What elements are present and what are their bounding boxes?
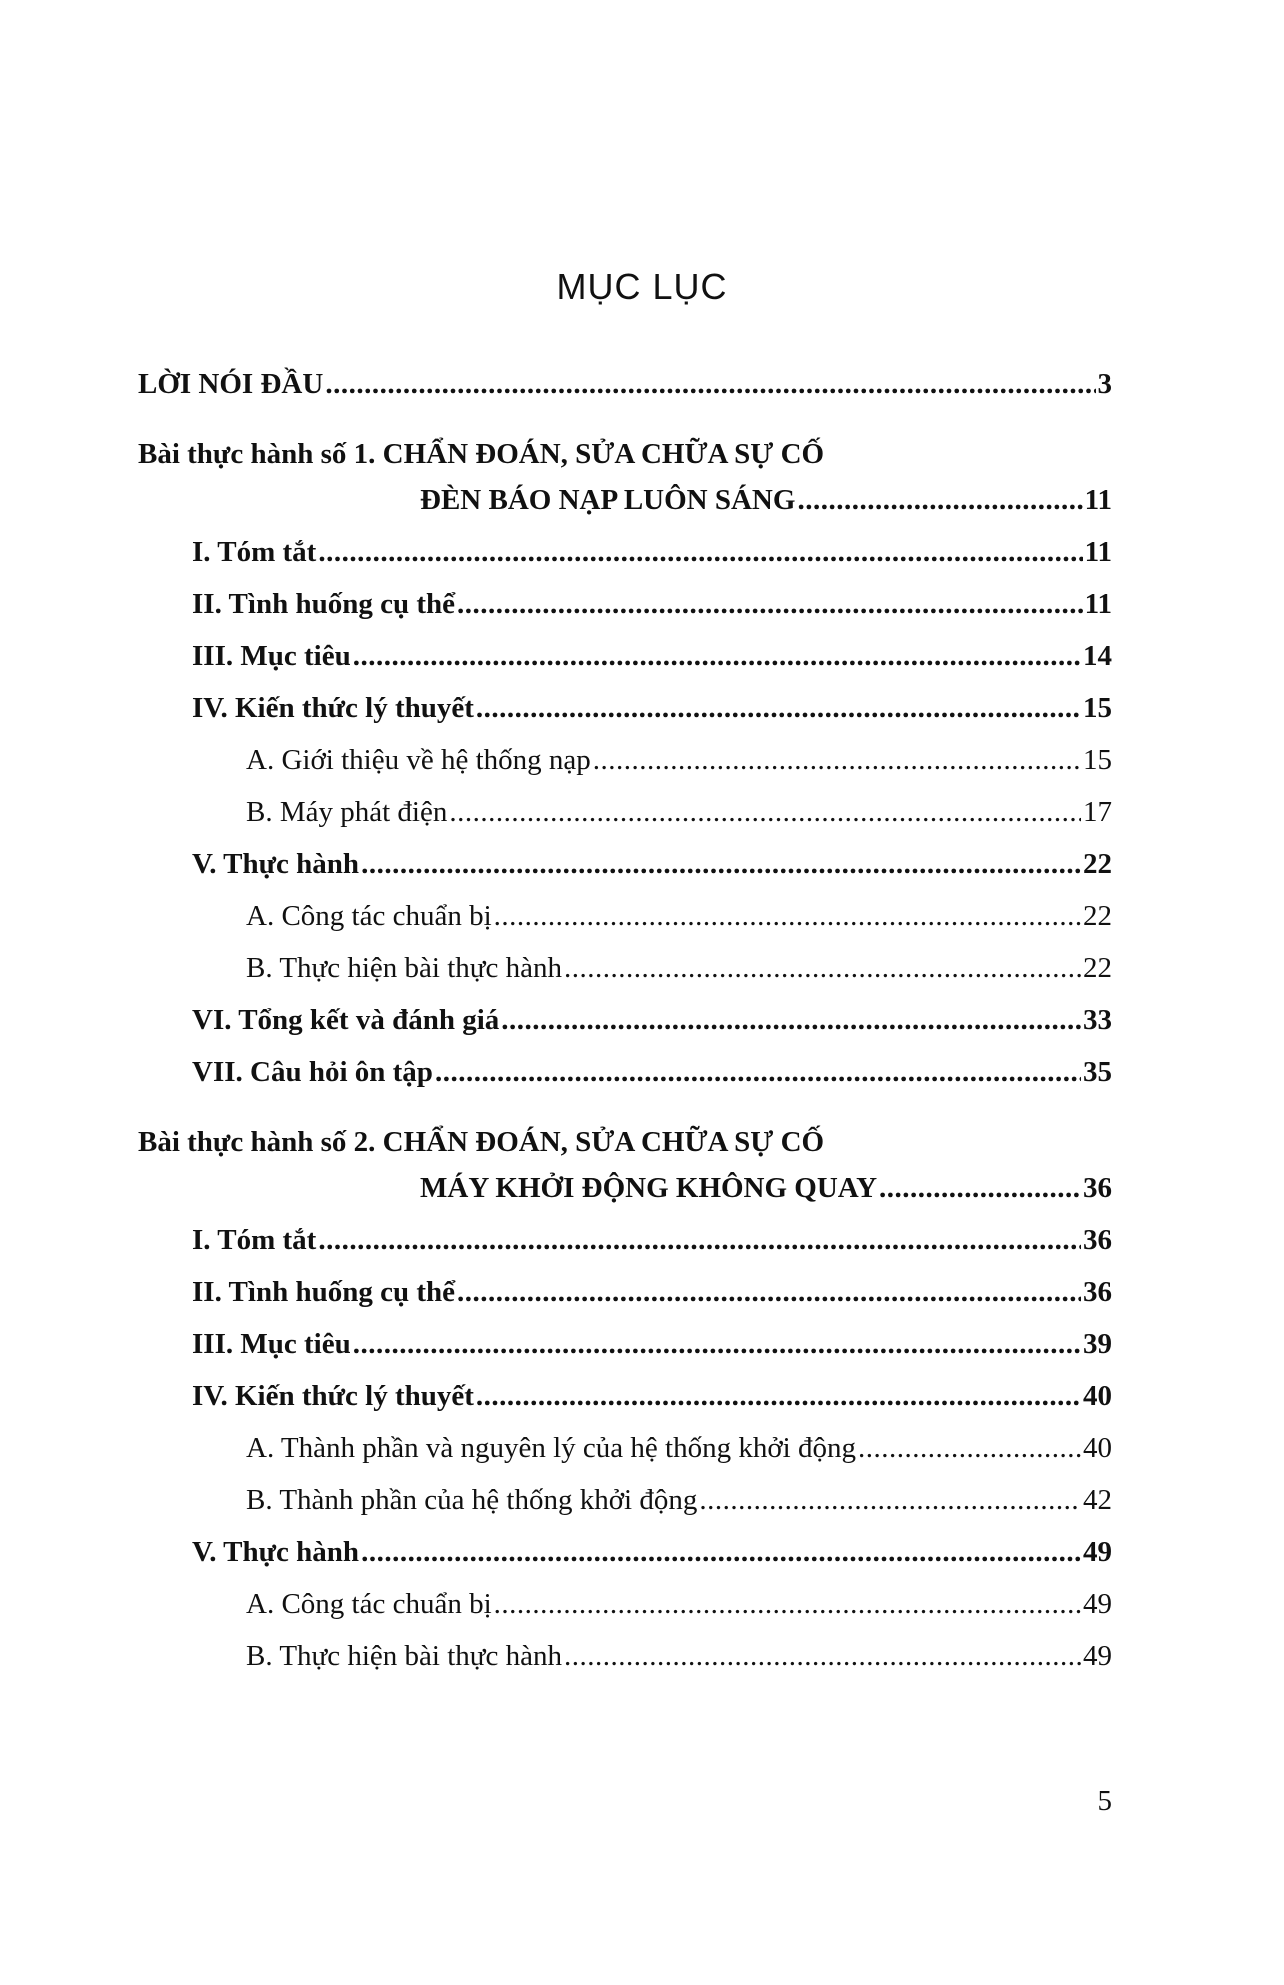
toc-label: V. Thực hành bbox=[192, 1536, 360, 1568]
toc-label: II. Tình huống cụ thể bbox=[192, 588, 455, 620]
dot-leader bbox=[318, 1220, 1081, 1260]
toc-page-number: 40 bbox=[1083, 1380, 1112, 1412]
toc-page-number: 40 bbox=[1083, 1432, 1112, 1464]
toc-label: A. Thành phần và nguyên lý của hệ thống khởi động bbox=[246, 1432, 856, 1464]
lesson2-heading: Bài thực hành số 2. CHẨN ĐOÁN, SỬA CHỮA SỰ CỐ bbox=[138, 1126, 825, 1158]
toc-label: B. Thành phần của hệ thống khởi động bbox=[246, 1484, 698, 1516]
toc-page-number: 11 bbox=[1084, 588, 1112, 620]
toc-entry-lesson1[interactable] bbox=[420, 480, 1112, 520]
toc-page-number: 35 bbox=[1083, 1056, 1112, 1088]
toc-page-number: 36 bbox=[1083, 1224, 1112, 1256]
toc-entry-preface[interactable] bbox=[138, 364, 1112, 404]
toc-subentry[interactable] bbox=[246, 740, 1112, 780]
toc-entry-lesson2[interactable] bbox=[420, 1168, 1112, 1208]
toc-subentry[interactable] bbox=[246, 1636, 1112, 1676]
toc-label: III. Mục tiêu bbox=[192, 1328, 351, 1360]
toc-label: I. Tóm tắt bbox=[192, 1224, 317, 1256]
toc-label: A. Công tác chuẩn bị bbox=[246, 1588, 492, 1620]
dot-leader bbox=[476, 688, 1081, 728]
toc-subentry[interactable] bbox=[246, 896, 1112, 936]
toc-entry[interactable] bbox=[192, 1000, 1112, 1040]
toc-page-number: 22 bbox=[1083, 900, 1112, 932]
dot-leader bbox=[564, 948, 1081, 988]
dot-leader bbox=[457, 584, 1083, 624]
toc-subentry[interactable] bbox=[246, 1480, 1112, 1520]
page-number: 5 bbox=[1097, 1785, 1112, 1817]
lesson1-heading: Bài thực hành số 1. CHẨN ĐOÁN, SỬA CHỮA SỰ CỐ bbox=[138, 438, 825, 470]
dot-leader bbox=[353, 636, 1081, 676]
toc-label: V. Thực hành bbox=[192, 848, 360, 880]
toc-entry[interactable] bbox=[192, 1272, 1112, 1312]
dot-leader bbox=[879, 1168, 1081, 1208]
dot-leader bbox=[449, 792, 1081, 832]
toc-label: IV. Kiến thức lý thuyết bbox=[192, 692, 474, 724]
dot-leader bbox=[361, 1532, 1081, 1572]
toc-page-number: 15 bbox=[1083, 692, 1112, 724]
toc-label: B. Thực hiện bài thực hành bbox=[246, 1640, 562, 1672]
dot-leader bbox=[494, 1584, 1081, 1624]
toc-label: ĐÈN BÁO NẠP LUÔN SÁNG bbox=[420, 484, 796, 516]
toc-label: A. Công tác chuẩn bị bbox=[246, 900, 492, 932]
toc-label: MÁY KHỞI ĐỘNG KHÔNG QUAY bbox=[420, 1172, 878, 1204]
dot-leader bbox=[318, 532, 1082, 572]
dot-leader bbox=[564, 1636, 1081, 1676]
dot-leader bbox=[858, 1428, 1081, 1468]
dot-leader bbox=[353, 1324, 1081, 1364]
toc-label: B. Thực hiện bài thực hành bbox=[246, 952, 562, 984]
toc-page-number: 42 bbox=[1083, 1484, 1112, 1516]
toc-page-number: 15 bbox=[1083, 744, 1112, 776]
dot-leader bbox=[361, 844, 1081, 884]
toc-page-number: 22 bbox=[1083, 952, 1112, 984]
toc-page-number: 39 bbox=[1083, 1328, 1112, 1360]
toc-page-number: 36 bbox=[1083, 1276, 1112, 1308]
toc-entry[interactable] bbox=[192, 1052, 1112, 1092]
dot-leader bbox=[494, 896, 1081, 936]
toc-label: VII. Câu hỏi ôn tập bbox=[192, 1056, 433, 1088]
toc-page-number: 11 bbox=[1084, 484, 1112, 516]
toc-page-number: 36 bbox=[1083, 1172, 1112, 1204]
toc-subentry[interactable] bbox=[246, 948, 1112, 988]
toc-entry[interactable] bbox=[192, 844, 1112, 884]
dot-leader bbox=[593, 740, 1081, 780]
toc-entry[interactable] bbox=[192, 1376, 1112, 1416]
toc-entry[interactable] bbox=[192, 636, 1112, 676]
toc-page-number: 3 bbox=[1097, 368, 1112, 400]
toc-page-number: 49 bbox=[1083, 1640, 1112, 1672]
toc-page-number: 17 bbox=[1083, 796, 1112, 828]
toc-label: LỜI NÓI ĐẦU bbox=[138, 368, 324, 400]
toc-label: IV. Kiến thức lý thuyết bbox=[192, 1380, 474, 1412]
toc-entry[interactable] bbox=[192, 584, 1112, 624]
dot-leader bbox=[476, 1376, 1081, 1416]
toc-page-number: 49 bbox=[1083, 1536, 1112, 1568]
toc-label: B. Máy phát điện bbox=[246, 796, 448, 828]
dot-leader bbox=[325, 364, 1095, 404]
toc-subentry[interactable] bbox=[246, 1428, 1112, 1468]
toc-label: III. Mục tiêu bbox=[192, 640, 351, 672]
toc-page-number: 11 bbox=[1084, 536, 1112, 568]
toc-entry[interactable] bbox=[192, 532, 1112, 572]
dot-leader bbox=[501, 1000, 1081, 1040]
toc-subentry[interactable] bbox=[246, 792, 1112, 832]
toc-label: II. Tình huống cụ thể bbox=[192, 1276, 455, 1308]
toc-page-number: 22 bbox=[1083, 848, 1112, 880]
toc-subentry[interactable] bbox=[246, 1584, 1112, 1624]
dot-leader bbox=[435, 1052, 1081, 1092]
toc-label: A. Giới thiệu về hệ thống nạp bbox=[246, 744, 591, 776]
toc-label: VI. Tổng kết và đánh giá bbox=[192, 1004, 500, 1036]
toc-page-number: 14 bbox=[1083, 640, 1112, 672]
toc-label: I. Tóm tắt bbox=[192, 536, 317, 568]
dot-leader bbox=[457, 1272, 1081, 1312]
toc-entry[interactable] bbox=[192, 1220, 1112, 1260]
toc-page-number: 33 bbox=[1083, 1004, 1112, 1036]
dot-leader bbox=[699, 1480, 1081, 1520]
toc-entry[interactable] bbox=[192, 1324, 1112, 1364]
toc-page-number: 49 bbox=[1083, 1588, 1112, 1620]
toc-entry[interactable] bbox=[192, 688, 1112, 728]
toc-entry[interactable] bbox=[192, 1532, 1112, 1572]
dot-leader bbox=[797, 480, 1082, 520]
page-title: MỤC LỤC bbox=[556, 266, 728, 307]
